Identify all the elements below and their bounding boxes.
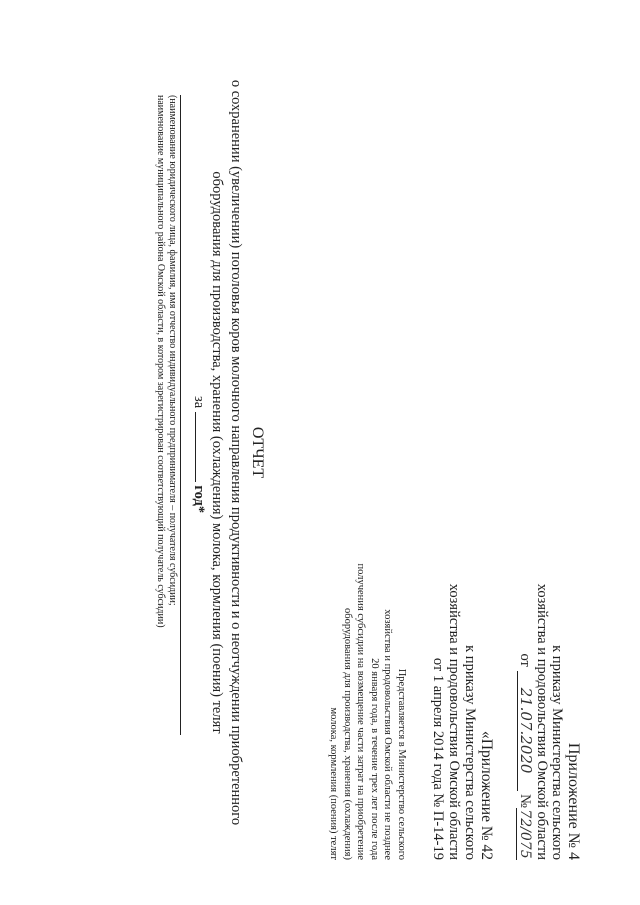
note-line: оборудования для производства, хранения (охлаждения)	[342, 608, 353, 860]
appendix-42-date-line: от 1 апреля 2014 года № П-14-19	[430, 657, 446, 860]
appendix-4-order-line: к приказу Министерства сельского	[549, 645, 565, 860]
note-line: хозяйства и продовольствия Омской области не позднее	[382, 609, 394, 860]
appendix-4-title: Приложение № 4	[565, 742, 582, 860]
footnote-line-1: (наименование юридического лица, фамилия, имя отчество индивидуального предпринимателя – получателя субсидии;	[167, 95, 178, 606]
appendix-4-block	[516, 480, 582, 860]
year-label: год*	[191, 485, 207, 514]
for-label: за	[191, 396, 207, 409]
note-line: получения субсидии на возмещение части затрат на приобретение	[355, 563, 367, 860]
appendix-42-ministry-line: хозяйства и продовольствия Омской области	[446, 583, 462, 860]
number-prefix: №	[517, 794, 533, 808]
year-blank-field	[195, 412, 208, 482]
footnote-line-2: наименование муниципального района Омской области, в котором зарегистрирован соответствующий получатель субсидии)	[155, 95, 166, 628]
report-title: ОТЧЕТ	[249, 426, 266, 479]
note-line: Представляется в Министерство сельского	[396, 668, 407, 860]
appendix-42-title: «Приложение № 42	[478, 731, 495, 860]
recipient-blank-line	[180, 95, 181, 735]
report-subject-line-1: о сохранении (увеличении) поголовья коров молочного направления продуктивности и о неотчуждении приобретенного	[228, 79, 244, 826]
appendix-42-block	[430, 480, 494, 860]
date-prefix: от	[517, 653, 533, 667]
appendix-4-date-line	[516, 480, 533, 860]
report-subject-line-2: оборудования для производства, хранения (охлаждения) молока, кормления (поения) телят	[209, 171, 225, 734]
report-year-line	[190, 396, 208, 513]
handwritten-date: 21.07.2020	[517, 671, 533, 791]
note-line: молока, кормления (поения) телят	[328, 707, 340, 860]
appendix-4-ministry-line: хозяйства и продовольствия Омской области	[534, 583, 550, 860]
handwritten-number: 72/075	[517, 809, 533, 859]
recipient-footnote	[154, 95, 178, 628]
submission-note	[327, 460, 408, 860]
appendix-42-order-line: к приказу Министерства сельского	[462, 645, 478, 860]
note-line: 20 января года, в течение трех лет после года	[369, 658, 380, 860]
